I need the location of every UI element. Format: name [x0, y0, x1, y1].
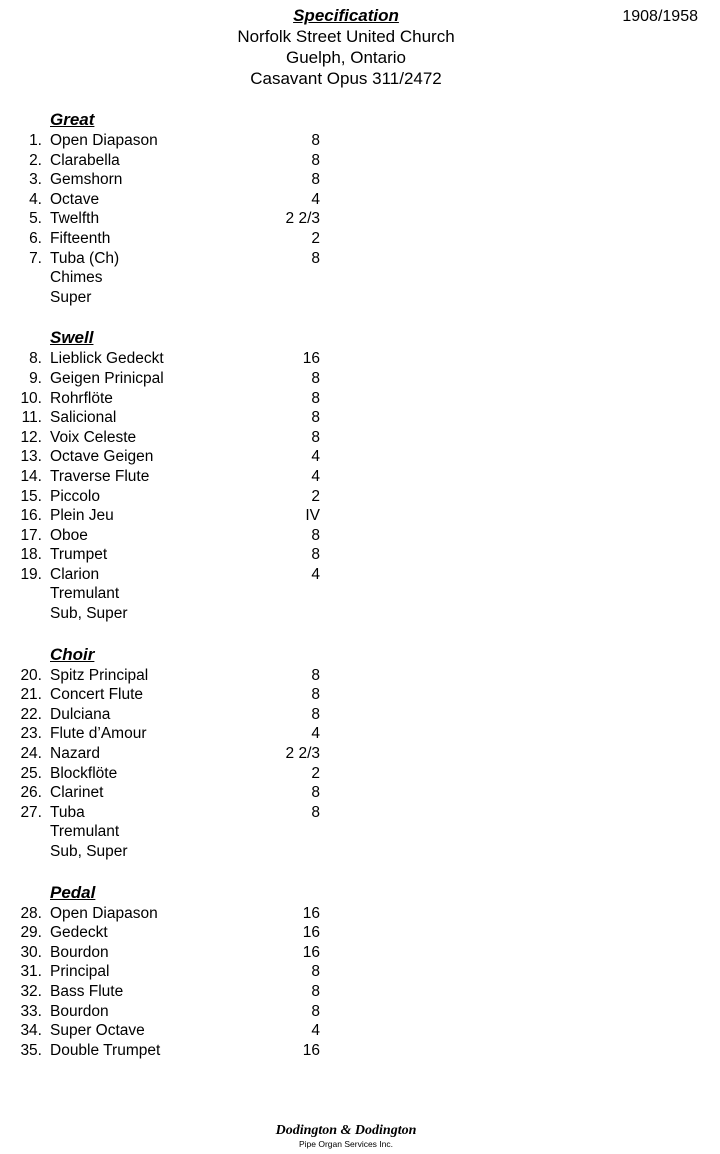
stop-num: 17. — [20, 526, 42, 544]
stop-pitch: 8 — [311, 686, 320, 704]
stop-num: 33. — [20, 1002, 42, 1020]
stop-num: 26. — [20, 784, 42, 802]
stop-num: 11. — [21, 409, 42, 427]
stop-row — [0, 506, 720, 526]
division-great — [0, 108, 720, 307]
stop-row — [0, 604, 720, 624]
stop-name: Rohrflöte — [50, 389, 113, 407]
stop-row — [0, 724, 720, 744]
stop-name: Tremulant — [50, 585, 120, 603]
stop-name: Tuba — [50, 803, 85, 821]
stop-num: 24. — [20, 745, 42, 763]
stop-name: Tremulant — [50, 823, 120, 841]
stop-num: 10. — [20, 389, 42, 407]
stop-row — [0, 744, 720, 764]
stop-num: 16. — [20, 507, 42, 525]
stop-name: Gemshorn — [50, 171, 123, 189]
stop-name: Voix Celeste — [50, 428, 137, 446]
stop-name: Twelfth — [50, 210, 100, 228]
stop-pitch: 8 — [311, 546, 320, 564]
stop-name: Gedeckt — [50, 924, 108, 942]
division-title: Swell — [50, 328, 94, 348]
stop-pitch: 4 — [311, 448, 320, 466]
stop-row — [0, 249, 720, 269]
stop-pitch: 2 2/3 — [285, 210, 320, 228]
stop-name: Octave — [50, 190, 100, 208]
stop-pitch: 2 2/3 — [285, 745, 320, 763]
stop-name: Oboe — [50, 526, 88, 544]
stop-pitch: 16 — [302, 924, 320, 942]
stop-name: Sub, Super — [50, 605, 128, 623]
stop-pitch: 8 — [311, 428, 320, 446]
stop-num: 20. — [20, 666, 42, 684]
stop-name: Clarabella — [50, 151, 120, 169]
stop-row — [0, 389, 720, 409]
stop-num: 34. — [20, 1022, 42, 1040]
stop-num: 30. — [20, 943, 42, 961]
stop-name: Lieblick Gedeckt — [50, 350, 164, 368]
stop-num: 2. — [29, 151, 42, 169]
stop-row — [0, 904, 720, 924]
stop-name: Super — [50, 288, 92, 306]
stop-num: 1. — [29, 132, 42, 149]
stop-num: 23. — [20, 725, 42, 743]
stop-pitch: 2 — [311, 487, 320, 505]
stop-row — [0, 288, 720, 308]
stop-list — [0, 108, 720, 1079]
division-swell — [0, 326, 720, 623]
stop-name: Open Diapason — [50, 904, 158, 922]
stop-num: 3. — [29, 171, 42, 189]
stop-row — [0, 685, 720, 705]
stop-num: 18. — [20, 546, 42, 564]
stop-row — [0, 943, 720, 963]
stop-pitch: 8 — [311, 666, 320, 684]
stop-pitch: 4 — [311, 565, 320, 583]
division-pedal — [0, 881, 720, 1061]
division-choir — [0, 643, 720, 862]
stop-row — [0, 822, 720, 842]
stop-name: Traverse Flute — [50, 467, 150, 485]
stop-num: 29. — [20, 924, 42, 942]
stop-pitch: 8 — [311, 389, 320, 407]
church-location: Guelph, Ontario — [285, 48, 406, 67]
stop-num: 25. — [20, 764, 42, 782]
stop-name: Nazard — [50, 745, 100, 763]
stop-num: 13. — [20, 448, 42, 466]
stop-name: Chimes — [50, 269, 103, 287]
stop-row — [0, 1002, 720, 1022]
stop-name: Bourdon — [50, 943, 109, 961]
stop-pitch: 8 — [311, 963, 320, 981]
stop-row — [0, 131, 720, 151]
builder-subtitle: Pipe Organ Services Inc. — [298, 1139, 393, 1149]
division-title: Choir — [50, 644, 95, 664]
church-name: Norfolk Street United Church — [237, 27, 455, 46]
stop-num: 5. — [29, 210, 42, 228]
document-year: 1908/1958 — [622, 8, 698, 25]
stop-name: Piccolo — [50, 487, 100, 505]
stop-name: Tuba (Ch) — [50, 249, 120, 267]
stop-name: Super Octave — [50, 1022, 145, 1040]
stop-row — [0, 151, 720, 171]
stop-row — [0, 584, 720, 604]
stop-row — [0, 229, 720, 249]
stop-row — [0, 190, 720, 210]
stop-name: Concert Flute — [50, 686, 144, 704]
stop-name: Salicional — [50, 409, 117, 427]
stop-name: Bass Flute — [50, 982, 124, 1000]
stop-row — [0, 666, 720, 686]
stop-name: Bourdon — [50, 1002, 109, 1020]
stop-num: 19. — [20, 565, 42, 583]
stop-row — [0, 783, 720, 803]
stop-pitch: 8 — [311, 369, 320, 387]
stop-num: 12. — [20, 428, 42, 446]
stop-row — [0, 526, 720, 546]
stop-name: Trumpet — [50, 546, 108, 564]
stop-row — [0, 962, 720, 982]
stop-name: Flute d’Amour — [50, 725, 147, 743]
stop-row — [0, 565, 720, 585]
division-title: Pedal — [50, 882, 96, 902]
stop-pitch: 16 — [302, 1041, 320, 1059]
stop-num: 8. — [29, 350, 42, 368]
stop-row — [0, 1021, 720, 1041]
stop-num: 4. — [29, 190, 42, 208]
footer — [0, 1122, 692, 1149]
stop-name: Principal — [50, 963, 110, 981]
stop-pitch: 8 — [311, 526, 320, 544]
stop-pitch: 8 — [311, 249, 320, 267]
stop-pitch: 4 — [311, 190, 320, 208]
stop-num: 32. — [20, 982, 42, 1000]
division-title: Great — [50, 110, 95, 129]
stop-num: 7. — [29, 249, 42, 267]
stop-pitch: 4 — [311, 467, 320, 485]
stop-pitch: 8 — [311, 982, 320, 1000]
stop-num: 21. — [20, 686, 42, 704]
opus-number: Casavant Opus 311/2472 — [250, 69, 442, 88]
stop-pitch: 8 — [311, 151, 320, 169]
stop-row — [0, 369, 720, 389]
stop-pitch: 4 — [311, 725, 320, 743]
stop-pitch: 8 — [311, 803, 320, 821]
builder-name: Dodington & Dodington — [275, 1123, 417, 1138]
stop-num: 28. — [20, 904, 42, 922]
stop-num: 6. — [29, 229, 42, 247]
stop-row — [0, 447, 720, 467]
stop-name: Blockflöte — [50, 764, 118, 782]
stop-row — [0, 209, 720, 229]
stop-num: 31. — [20, 963, 42, 981]
stop-pitch: 8 — [311, 784, 320, 802]
stop-pitch: 4 — [311, 1022, 320, 1040]
stop-row — [0, 349, 720, 369]
stop-name: Sub, Super — [50, 843, 128, 860]
stop-row — [0, 705, 720, 725]
stop-num: 22. — [20, 705, 42, 723]
stop-row — [0, 545, 720, 565]
stop-pitch: 2 — [311, 229, 320, 247]
document-title: Specification — [293, 6, 399, 25]
stop-pitch: 8 — [311, 1002, 320, 1020]
stop-num: 15. — [20, 487, 42, 505]
stop-row — [0, 1041, 720, 1061]
stop-num: 35. — [20, 1041, 42, 1059]
stop-pitch: 2 — [311, 764, 320, 782]
stop-pitch: 8 — [311, 705, 320, 723]
stop-num: 9. — [29, 369, 42, 387]
stop-pitch: 16 — [302, 943, 320, 961]
stop-row — [0, 923, 720, 943]
stop-pitch: IV — [305, 507, 320, 525]
stop-pitch: 16 — [302, 904, 320, 922]
stop-name: Double Trumpet — [50, 1041, 161, 1059]
stop-name: Clarion — [50, 565, 100, 583]
stop-pitch: 8 — [311, 409, 320, 427]
stop-num: 27. — [20, 803, 42, 821]
stop-name: Clarinet — [50, 784, 104, 802]
stop-row — [0, 428, 720, 448]
stop-name: Fifteenth — [50, 229, 111, 247]
stop-row — [0, 842, 720, 862]
document-header — [0, 26, 692, 89]
stop-name: Geigen Prinicpal — [50, 369, 164, 387]
stop-name: Dulciana — [50, 705, 111, 723]
stop-pitch: 8 — [311, 132, 320, 149]
stop-pitch: 8 — [311, 171, 320, 189]
stop-num: 14. — [20, 467, 42, 485]
stop-row — [0, 408, 720, 428]
stop-row — [0, 764, 720, 784]
stop-row — [0, 268, 720, 288]
stop-row — [0, 170, 720, 190]
stop-pitch: 16 — [302, 350, 320, 368]
stop-row — [0, 982, 720, 1002]
stop-name: Plein Jeu — [50, 507, 114, 525]
stop-name: Open Diapason — [50, 132, 158, 149]
stop-name: Spitz Principal — [50, 666, 149, 684]
stop-row — [0, 467, 720, 487]
stop-name: Octave Geigen — [50, 448, 154, 466]
stop-row — [0, 487, 720, 507]
stop-row — [0, 803, 720, 823]
